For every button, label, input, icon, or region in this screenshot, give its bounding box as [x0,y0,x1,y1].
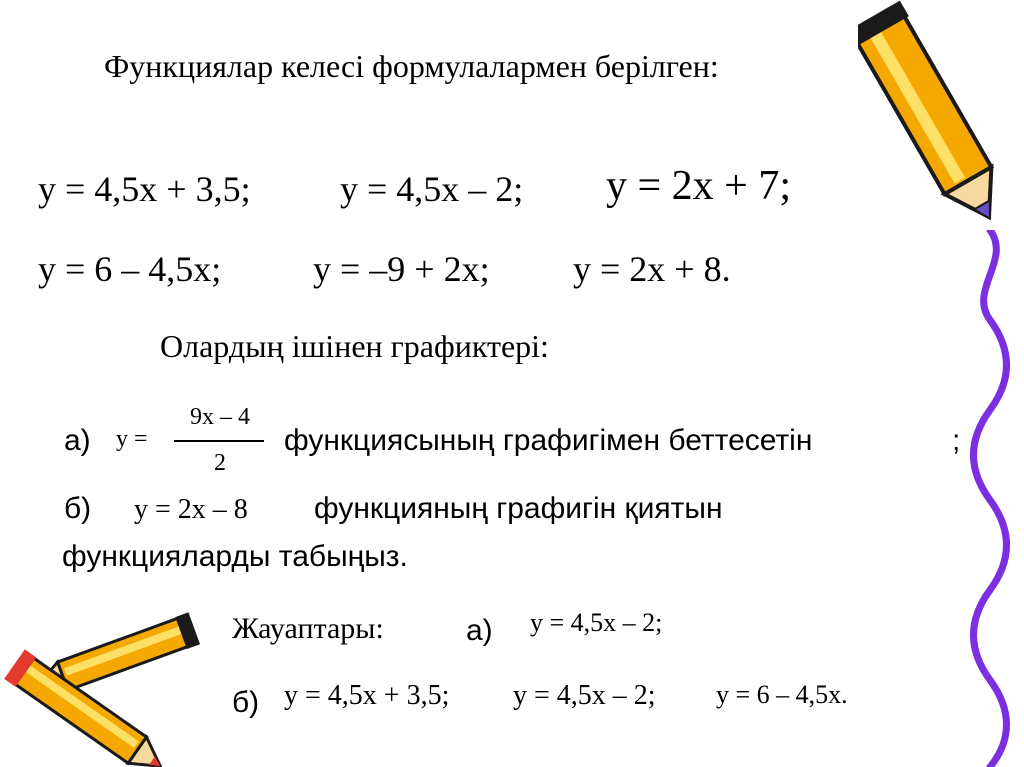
answer-b-formula-1: y = 4,5x + 3,5; [284,680,450,711]
crossed-pencils-icon [0,610,210,767]
page-title: Функциялар келесі формулалармен берілген: [104,48,719,84]
fraction-formula [116,402,266,492]
fraction-denominator: 2 [214,450,226,476]
answer-a-label: а) [466,614,493,647]
equation-1: y = 4,5x + 3,5; [38,169,251,209]
part-b-formula: y = 2x – 8 [134,494,248,525]
part-a-semicolon: ; [952,424,961,457]
pencil-icon [858,0,1008,245]
equation-3: y = 2x + 7; [606,163,792,209]
equation-5: y = –9 + 2x; [313,249,490,289]
part-b-text-line1: функцияның графигін қиятын [314,492,723,525]
answer-b-label: б) [232,686,260,719]
subtitle: Олардың ішінен графиктері: [160,328,549,364]
equation-4: y = 6 – 4,5x; [38,249,222,289]
part-b-text-line2: функцияларды табыңыз. [62,540,408,573]
answer-a-formula: y = 4,5x – 2; [530,608,663,637]
fraction-bar [174,440,264,442]
answer-b-formula-2: y = 4,5x – 2; [513,680,656,711]
equation-6: y = 2x + 8. [573,249,731,289]
answers-label: Жауаптары: [232,612,384,645]
fraction-numerator: 9x – 4 [190,404,250,430]
part-a-label: а) [64,424,91,457]
part-b-label: б) [64,492,92,525]
wavy-border [960,230,1020,767]
answer-b-formula-3: y = 6 – 4,5x. [716,680,848,709]
fraction-lhs: y = [116,426,148,452]
equation-2: y = 4,5x – 2; [340,169,524,209]
part-a-text: функциясының графигімен беттесетін [284,424,813,457]
